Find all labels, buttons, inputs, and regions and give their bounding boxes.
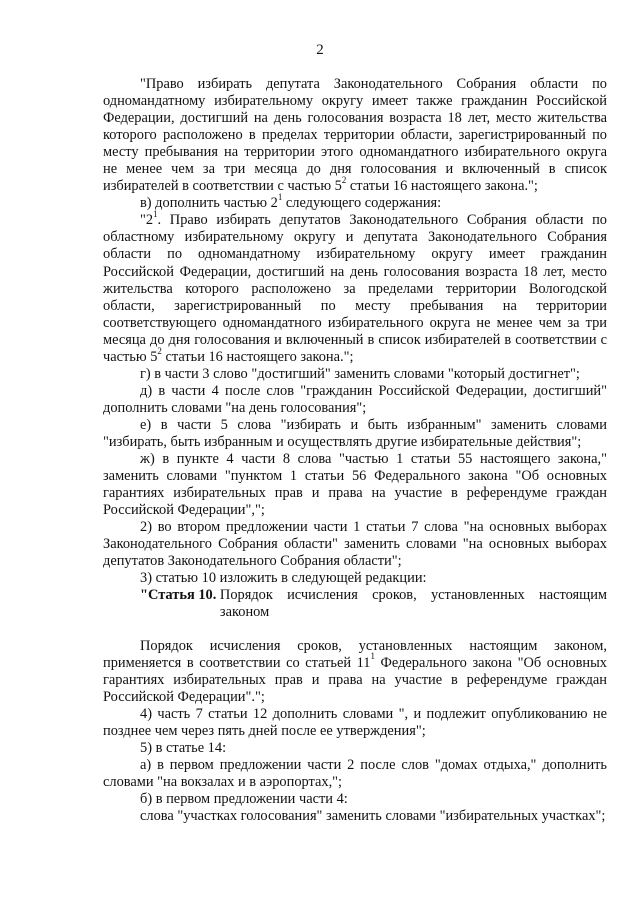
article-label: "Статья 10. [140,587,217,604]
paragraph: Порядок исчисления сроков, установленных настоящим законом, применяется в соответствии со статьей $11^1$ Федерального закона "Об основных гарантиях избирательных прав и права на участие в референдуме граждан Российской Федерации"."; [103,637,607,705]
paragraph: слова "участках голосования" заменить словами "избирательных участках"; [140,807,606,824]
paragraph: е) в части 5 слова "избирать и быть избранным" заменить словами "избирать, быть избранным и осуществлять другие избирательные действия"; [103,416,607,450]
paragraph: в) дополнить частью $2^1$ следующего содержания: [140,192,442,212]
paragraph: д) в части 4 после слов "гражданин Российской Федерации, достигший" дополнить словами "на день голосования"; [103,382,607,416]
paragraph: "Право избирать депутата Законодательного Собрания области по одномандатному избирательному округу имеет также гражданин Российской Федерации, достигший на день голосования возраста 18 лет, место жительства которого расположено в пределах территории области, зарегистрированный по месту пребывания на территории этого одномандатного избирательного округа не менее чем за три месяца до дня голосования и включенный в список избирателей в соответствии с частью $5^2$ статьи 16 настоящего закона."; [103,76,607,195]
paragraph: 5) в статье 14: [140,739,227,756]
article-heading [103,587,607,621]
paragraph: 4) часть 7 статьи 12 дополнить словами ", и подлежит опубликованию не позднее чем через пять дней после ее утверждения"; [103,705,607,739]
document-body [103,76,607,825]
paragraph: ж) в пункте 4 части 8 слова "частью 1 статьи 55 настоящего закона," заменить словами "пунктом 1 статьи 56 Федерального закона "Об основных гарантиях избирательных прав и права на участие в референдуме граждан Российской Федерации","; [103,451,607,519]
paragraph: г) в части 3 слово "достигший" заменить словами "который достигнет"; [140,365,580,382]
paragraph: "$2^1$. Право избирать депутатов Законодательного Собрания области по областному избирательному округу и депутата Законодательного Собрания области по одномандатному избирательному округу имеет гражданин Российской Федерации, достигший на день голосования возраста 18 лет, место жительства которого расположено за пределами территории Вологодской области, зарегистрированный по месту пребывания на территории соответствующего одномандатного избирательного округа не менее чем за три месяца до дня голосования и включенный в список избирателей в соответствии с частью $5^2$ статьи 16 настоящего закона."; [103,209,607,365]
page-number: 2 [316,42,324,58]
paragraph: а) в первом предложении части 2 после слов "домах отдыха," дополнить словами "на вокзалах и в аэропортах,"; [103,756,607,790]
paragraph: б) в первом предложении части 4: [140,790,348,807]
paragraph: 2) во втором предложении части 1 статьи 7 слова "на основных выборах Законодательного Собрания области" заменить словами "на основных выборах депутатов Законодательного Собрания области"; [103,519,607,570]
article-title: Порядок исчисления сроков, установленных настоящим законом [219,587,607,621]
paragraph: 3) статью 10 изложить в следующей редакции: [140,570,427,587]
